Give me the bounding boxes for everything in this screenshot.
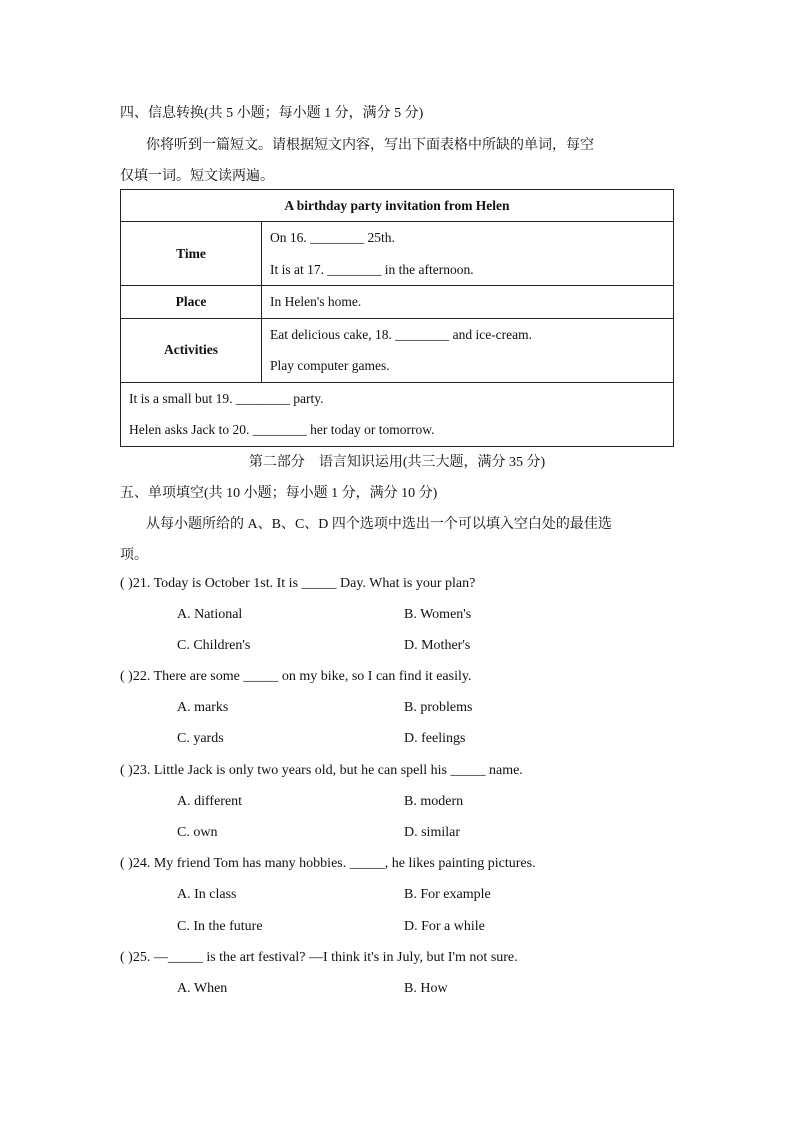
- activities-line1: Eat delicious cake, 18. ________ and ice-cream.: [270, 326, 533, 342]
- question-23-option-b: B. modern: [404, 794, 464, 809]
- question-22-option-d: D. feelings: [404, 731, 466, 746]
- question-23-option-c: C. own: [177, 825, 218, 840]
- section4-instruction-line2: 仅填一词。短文读两遍。: [120, 169, 274, 184]
- activities-line2: Play computer games.: [270, 358, 390, 373]
- section4-heading: 四、信息转换(共 5 小题；每小题 1 分，满分 5 分): [120, 106, 424, 121]
- question-22-option-c: C. yards: [177, 731, 224, 746]
- question-22-option-a: A. marks: [177, 700, 229, 715]
- question-22-option-b: B. problems: [404, 700, 473, 715]
- footer-line1: It is a small but 19. ________ party.: [129, 390, 324, 406]
- question-23-stem: ( )23. Little Jack is only two years old, but he can spell his _____ name.: [120, 763, 523, 778]
- time-line1: On 16. ________ 25th.: [270, 230, 395, 245]
- section5-heading: 五、单项填空(共 10 小题；每小题 1 分，满分 10 分): [120, 486, 438, 501]
- activities-cell: [262, 318, 674, 382]
- time-cell: [262, 222, 674, 286]
- question-21-option-b: B. Women's: [404, 607, 472, 622]
- question-21-option-a: A. National: [177, 607, 243, 622]
- question-24-option-d: D. For a while: [404, 919, 485, 934]
- question-21-option-c: C. Children's: [177, 638, 251, 653]
- question-23-option-a: A. different: [177, 794, 243, 809]
- invitation-table: [120, 189, 674, 447]
- question-24-option-a: A. In class: [177, 887, 237, 902]
- table-footer: [121, 382, 674, 446]
- table-title: A birthday party invitation from Helen: [121, 190, 674, 222]
- place-label: Place: [121, 286, 262, 319]
- question-22-stem: ( )22. There are some _____ on my bike, so I can find it easily.: [120, 669, 472, 684]
- question-21-option-d: D. Mother's: [404, 638, 471, 653]
- part2-heading: 第二部分 语言知识运用(共三大题，满分 35 分): [248, 455, 546, 470]
- question-24-option-c: C. In the future: [177, 919, 263, 934]
- question-25-option-b: B. How: [404, 981, 448, 996]
- section4-instruction-line1: 你将听到一篇短文。请根据短文内容，写出下面表格中所缺的单词，每空: [146, 138, 594, 153]
- question-21-stem: ( )21. Today is October 1st. It is _____ Day. What is your plan?: [120, 576, 476, 591]
- footer-line2: Helen asks Jack to 20. ________ her today or tomorrow.: [129, 422, 435, 437]
- question-23-option-d: D. similar: [404, 825, 460, 840]
- section5-instruction-line1: 从每小题所给的 A、B、C、D 四个选项中选出一个可以填入空白处的最佳选: [146, 517, 612, 532]
- question-25-stem: ( )25. —_____ is the art festival? —I think it's in July, but I'm not sure.: [120, 950, 518, 965]
- question-24-option-b: B. For example: [404, 887, 491, 902]
- time-label: Time: [121, 222, 262, 286]
- place-value: In Helen's home.: [262, 286, 674, 319]
- time-line2: It is at 17. ________ in the afternoon.: [270, 261, 474, 277]
- question-25-option-a: A. When: [177, 981, 228, 996]
- activities-label: Activities: [121, 318, 262, 382]
- section5-instruction-line2: 项。: [120, 548, 148, 563]
- question-24-stem: ( )24. My friend Tom has many hobbies. _____, he likes painting pictures.: [120, 856, 536, 871]
